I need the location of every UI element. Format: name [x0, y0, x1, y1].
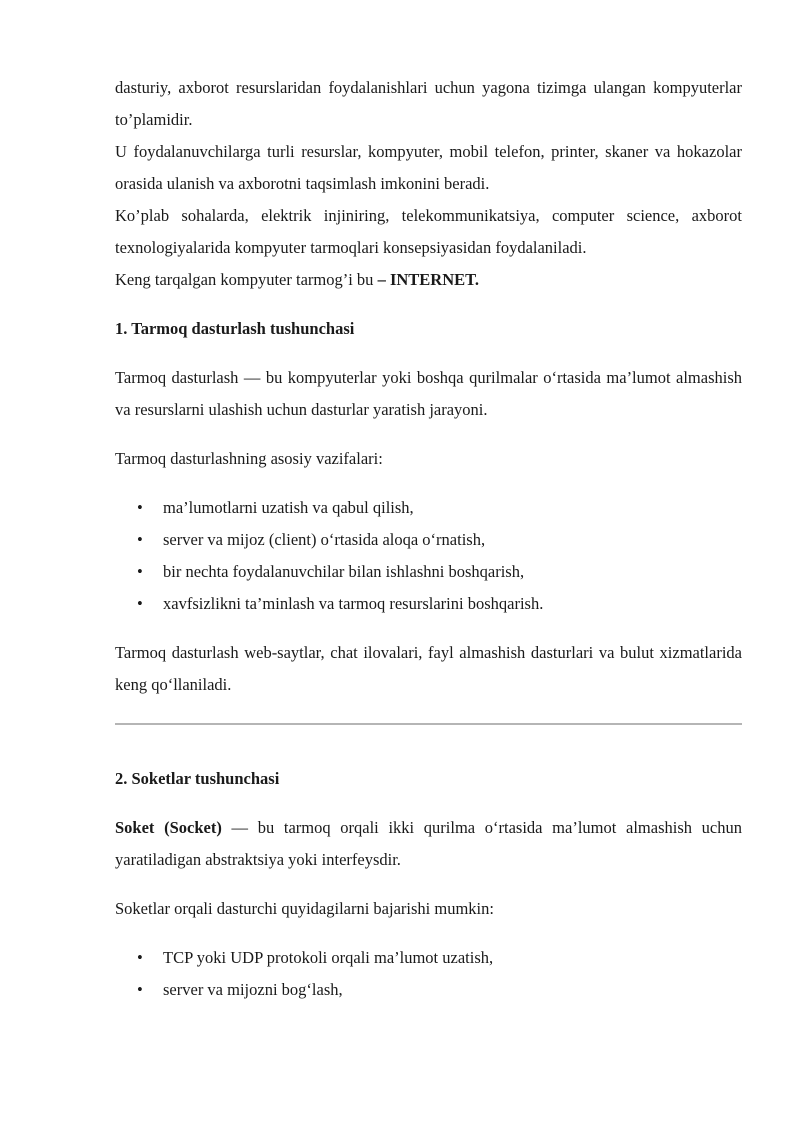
intro-paragraph-1: dasturiy, axborot resurslaridan foydalanishlari uchun yagona tizimga ulangan kompyuterlar to’plamidir.	[115, 78, 742, 129]
intro-paragraph-2: U foydalanuvchilarga turli resurslar, kompyuter, mobil telefon, printer, skaner va hokazolar orasida ulanish va axborotni taqsimlash imkonini beradi.	[115, 142, 742, 193]
list-item: • server va mijozni bog‘lash,	[115, 974, 742, 1006]
document-page	[115, 72, 742, 1006]
socket-term: Soket (Socket)	[115, 818, 222, 837]
list-item: • server va mijoz (client) o‘rtasida aloqa o‘rnatish,	[115, 524, 742, 556]
list-item: • ma’lumotlarni uzatish va qabul qilish,	[115, 492, 742, 524]
list-item: • xavfsizlikni ta’minlash va tarmoq resurslarini boshqarish.	[115, 588, 742, 620]
section-1-definition: Tarmoq dasturlash — bu kompyuterlar yoki boshqa qurilmalar o‘rtasida ma’lumot almashish va resurslarni ulashish uchun dasturlar yaratish jarayoni.	[115, 368, 742, 419]
section-2-abilities-intro: Soketlar orqali dasturchi quyidagilarni bajarishi mumkin:	[115, 899, 494, 918]
section-2-definition	[115, 812, 742, 876]
section-1-tasks-intro: Tarmoq dasturlashning asosiy vazifalari:	[115, 449, 383, 468]
section-1-usage: Tarmoq dasturlash web-saytlar, chat ilovalari, fayl almashish dasturlari va bulut xizmatlarida keng qo‘llaniladi.	[115, 643, 742, 694]
section-1-task-list	[115, 492, 742, 620]
internet-sentence: Keng tarqalgan kompyuter tarmog’i bu	[115, 270, 378, 289]
intro-paragraph-3: Ko’plab sohalarda, elektrik injiniring, telekommunikatsiya, computer science, axborot texnologiyalarida kompyuter tarmoqlari konsepsiyasidan foydalaniladi.	[115, 206, 742, 257]
section-2-ability-list	[115, 942, 742, 1006]
list-item: • TCP yoki UDP protokoli orqali ma’lumot uzatish,	[115, 942, 742, 974]
section-1-heading: 1. Tarmoq dasturlash tushunchasi	[115, 319, 355, 338]
section-2-heading: 2. Soketlar tushunchasi	[115, 769, 280, 788]
internet-highlight: – INTERNET.	[377, 270, 480, 289]
intro-paragraph-4	[115, 264, 742, 296]
list-item: • bir nechta foydalanuvchilar bilan ishlashni boshqarish,	[115, 556, 742, 588]
socket-definition-text: — bu tarmoq orqali ikki qurilma o‘rtasida ma’lumot almashish uchun yaratiladigan abstraktsiya yoki interfeysdir.	[115, 818, 742, 869]
